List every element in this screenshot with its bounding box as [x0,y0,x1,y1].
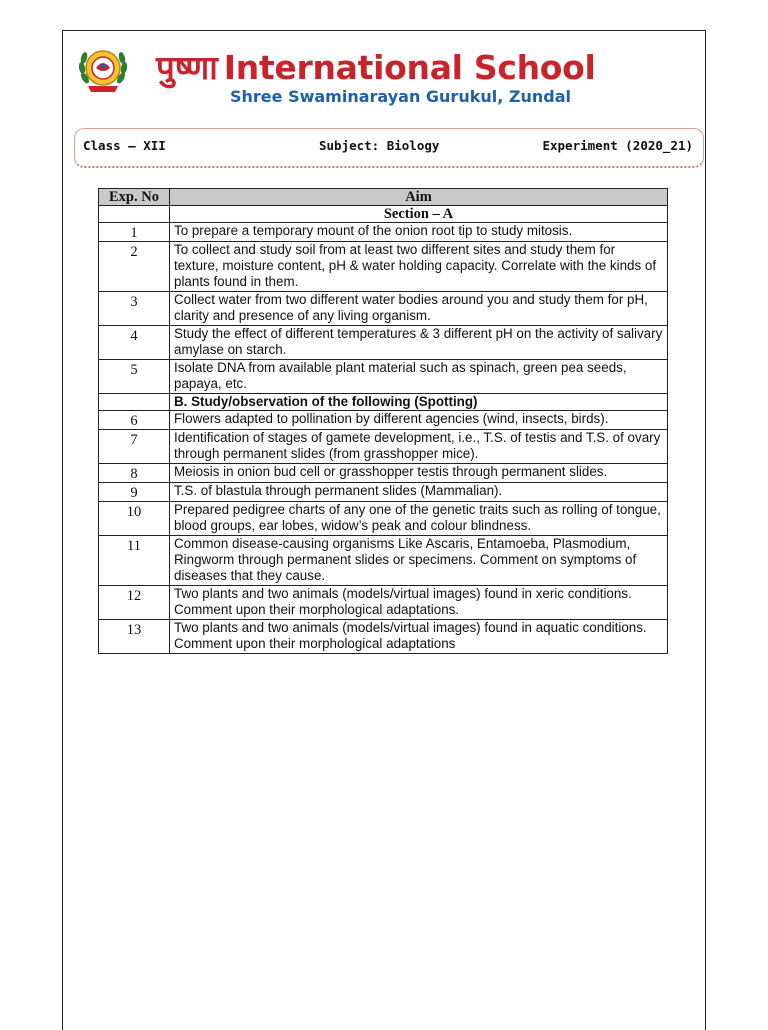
exp-aim: T.S. of blastula through permanent slides (Mammalian). [170,483,668,502]
school-name [156,44,596,89]
exp-number: 1 [99,223,170,242]
exp-aim: Meiosis in onion bud cell or grasshopper testis through permanent slides. [170,464,668,483]
column-header-aim: Aim [170,189,668,206]
exp-aim: Two plants and two animals (models/virtual images) found in aquatic conditions. Comment upon their morphological adaptations [170,620,668,654]
class-label: Class – XII [83,138,166,153]
school-name-devanagari: पुष्णा [156,48,218,87]
table-row [99,411,668,430]
exp-number: 5 [99,360,170,394]
exp-aim: Common disease-causing organisms Like Ascaris, Entamoeba, Plasmodium, Ringworm through permanent slides or specimens. Comment on symptoms of diseases that they cause. [170,536,668,586]
section-b-title: B. Study/observation of the following (Spotting) [170,394,668,411]
table-cell-empty [99,394,170,411]
exp-number: 11 [99,536,170,586]
exp-aim: To prepare a temporary mount of the onion root tip to study mitosis. [170,223,668,242]
exp-number: 13 [99,620,170,654]
table-row [99,620,668,654]
exp-number: 7 [99,430,170,464]
subject-label: Subject: Biology [319,138,440,153]
experiment-label: Experiment (2020_21) [542,138,693,153]
table-row [99,223,668,242]
table-cell-empty [99,206,170,223]
exp-number: 2 [99,242,170,292]
exp-number: 4 [99,326,170,360]
experiments-table [98,188,668,654]
table-header-row [99,189,668,206]
table-row [99,326,668,360]
table-row [99,483,668,502]
exp-number: 9 [99,483,170,502]
exp-number: 12 [99,586,170,620]
exp-aim: Collect water from two different water bodies around you and study them for pH, clarity and presence of any living organism. [170,292,668,326]
exp-aim: Isolate DNA from available plant material such as spinach, green pea seeds, papaya, etc. [170,360,668,394]
exp-number: 6 [99,411,170,430]
exp-number: 3 [99,292,170,326]
exp-aim: Identification of stages of gamete development, i.e., T.S. of testis and T.S. of ovary through permanent slides (from grasshopper mice). [170,430,668,464]
table-row [99,430,668,464]
table-row [99,586,668,620]
exp-number: 8 [99,464,170,483]
table-row [99,242,668,292]
table-row [99,292,668,326]
table-row [99,502,668,536]
exp-aim: To collect and study soil from at least two different sites and study them for texture, moisture content, pH & water holding capacity. Correlate with the kinds of plants found in them. [170,242,668,292]
class-info-bar [74,128,704,168]
section-a-row [99,206,668,223]
section-b-row [99,394,668,411]
table-row [99,464,668,483]
school-name-latin: International School [223,48,596,87]
exp-number: 10 [99,502,170,536]
school-emblem-icon [76,42,130,98]
school-tagline: Shree Swaminarayan Gurukul, Zundal [230,87,571,106]
exp-aim: Prepared pedigree charts of any one of the genetic traits such as rolling of tongue, blood groups, ear lobes, widow’s peak and colour blindness. [170,502,668,536]
column-header-exp-no: Exp. No [99,189,170,206]
table-row [99,360,668,394]
exp-aim: Study the effect of different temperatures & 3 different pH on the activity of salivary amylase on starch. [170,326,668,360]
section-a-title: Section – A [170,206,668,223]
table-row [99,536,668,586]
exp-aim: Two plants and two animals (models/virtual images) found in xeric conditions. Comment upon their morphological adaptations. [170,586,668,620]
exp-aim: Flowers adapted to pollination by different agencies (wind, insects, birds). [170,411,668,430]
